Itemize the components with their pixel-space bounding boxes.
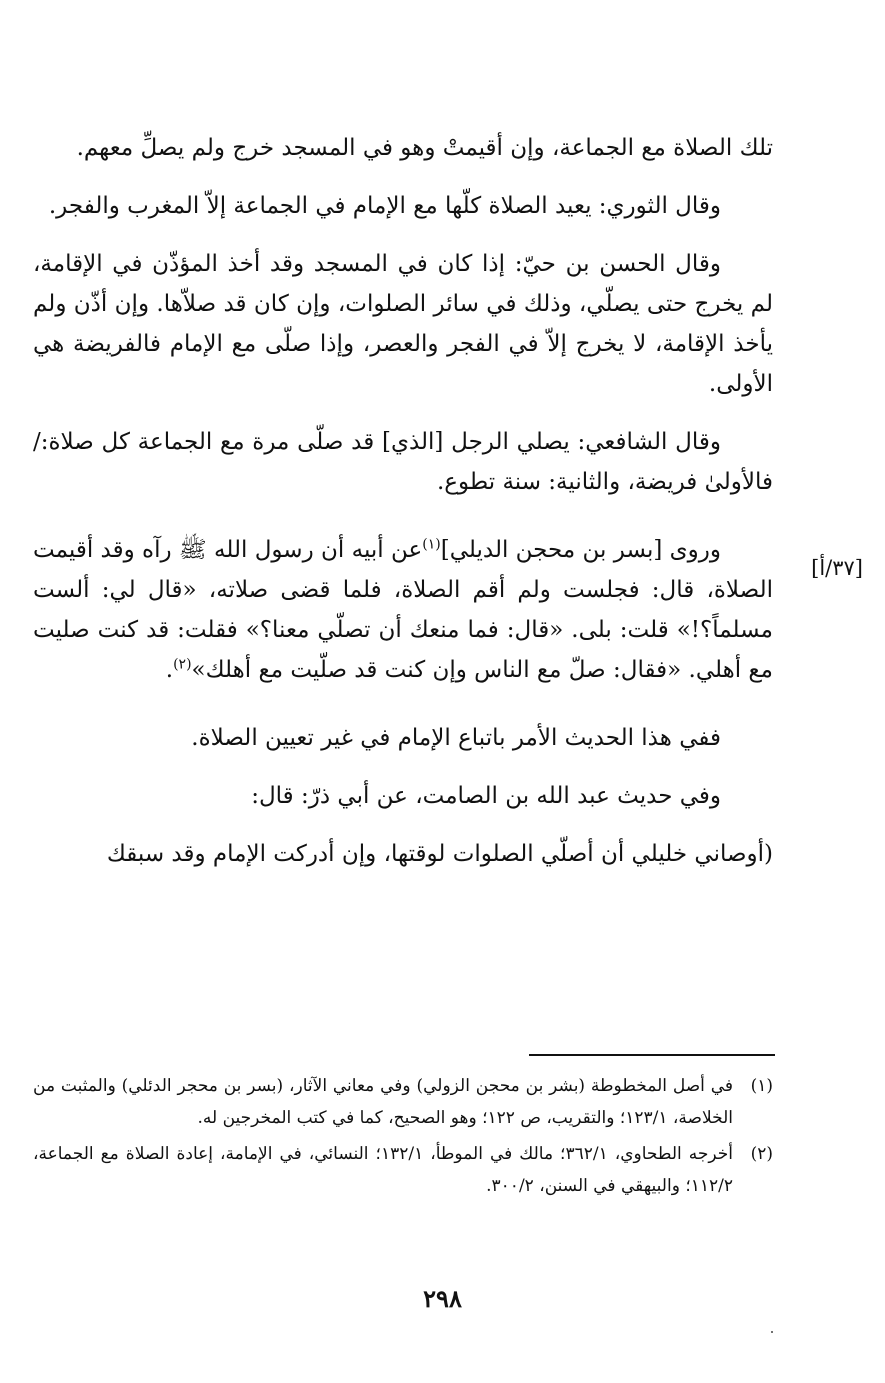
footnote-2-number: (٢) — [750, 1144, 773, 1164]
paragraph-5-middle: عن أبيه أن رسول الله ﷺ رآه وقد أقيمت الصلاة، قال: فجلست ولم أقم الصلاة، فلما قضى صلاته، «قال لي: ألست مسلماً؟!» قلت: بلى. «قال: فما منعك أن تصلّي معنا؟» فقلت: قد كنت صليت مع أهلي. «فقال: صلّ مع الناس وإن كنت قد صلّيت مع أهلك» — [33, 537, 773, 683]
scan-speck — [771, 1331, 773, 1333]
footnote-ref-2[interactable]: (٢) — [173, 656, 192, 673]
paragraph-2: وقال الثوري: يعيد الصلاة كلّها مع الإمام في الجماعة إلاّ المغرب والفجر. — [48, 193, 721, 219]
paragraph-8: (أوصاني خليلي أن أصلّي الصلوات لوقتها، وإن أدركت الإمام وقد سبقك — [106, 841, 773, 867]
footnote-2-text: أخرجه الطحاوي، ٣٦٢/١؛ مالك في الموطأ، ١٣٢/١؛ النسائي، في الإمامة، إعادة الصلاة مع الجماعة، ١١٢/٢؛ والبيهقي في السنن، ٣٠٠/٢. — [33, 1144, 733, 1196]
paragraph-3: وقال الحسن بن حيّ: إذا كان في المسجد وقد أخذ المؤذّن في الإقامة، لم يخرج حتى يصلّي، وذلك في سائر الصلوات، وإن كان قد صلاّها. وإن أذّن ولم يأخذ الإقامة، لا يخرج إلاّ في الفجر والعصر، وإذا صلّى مع الإمام فالفريضة هي الأولى. — [33, 251, 773, 397]
footnote-2 — [33, 1138, 773, 1202]
paragraph-7: وفي حديث عبد الله بن الصامت، عن أبي ذرّ: قال: — [251, 783, 721, 809]
footnote-1-text: في أصل المخطوطة (بشر بن محجن الزولي) وفي معاني الآثار، (بسر بن محجر الدئلي) والمثبت من الخلاصة، ١٢٣/١؛ والتقريب، ص ١٢٢؛ وهو الصحيح، كما في كتب المخرجين له. — [33, 1076, 733, 1128]
paragraph-4: وقال الشافعي: يصلي الرجل [الذي] قد صلّى مرة مع الجماعة كل صلاة:/ فالأولىٰ فريضة، والثانية: سنة تطوع. — [33, 429, 773, 495]
paragraph-6: ففي هذا الحديث الأمر باتباع الإمام في غير تعيين الصلاة. — [191, 725, 721, 751]
paragraph-5-start: وروى [بسر بن محجن الديلي] — [440, 537, 722, 563]
main-text — [33, 128, 773, 874]
footnotes — [33, 1070, 773, 1206]
paragraph-5 — [33, 530, 773, 690]
footnote-ref-1[interactable]: (١) — [422, 536, 441, 553]
manuscript-folio-marker: [٣٧/أ] — [811, 556, 863, 580]
page-number: ٢٩٨ — [423, 1284, 462, 1313]
paragraph-5-end: . — [165, 657, 174, 683]
paragraph-1: تلك الصلاة مع الجماعة، وإن أقيمتْ وهو في المسجد خرج ولم يصلِّ معهم. — [76, 135, 773, 161]
footnote-1 — [33, 1070, 773, 1134]
footnote-1-number: (١) — [750, 1076, 773, 1096]
footnote-separator — [529, 1054, 775, 1056]
